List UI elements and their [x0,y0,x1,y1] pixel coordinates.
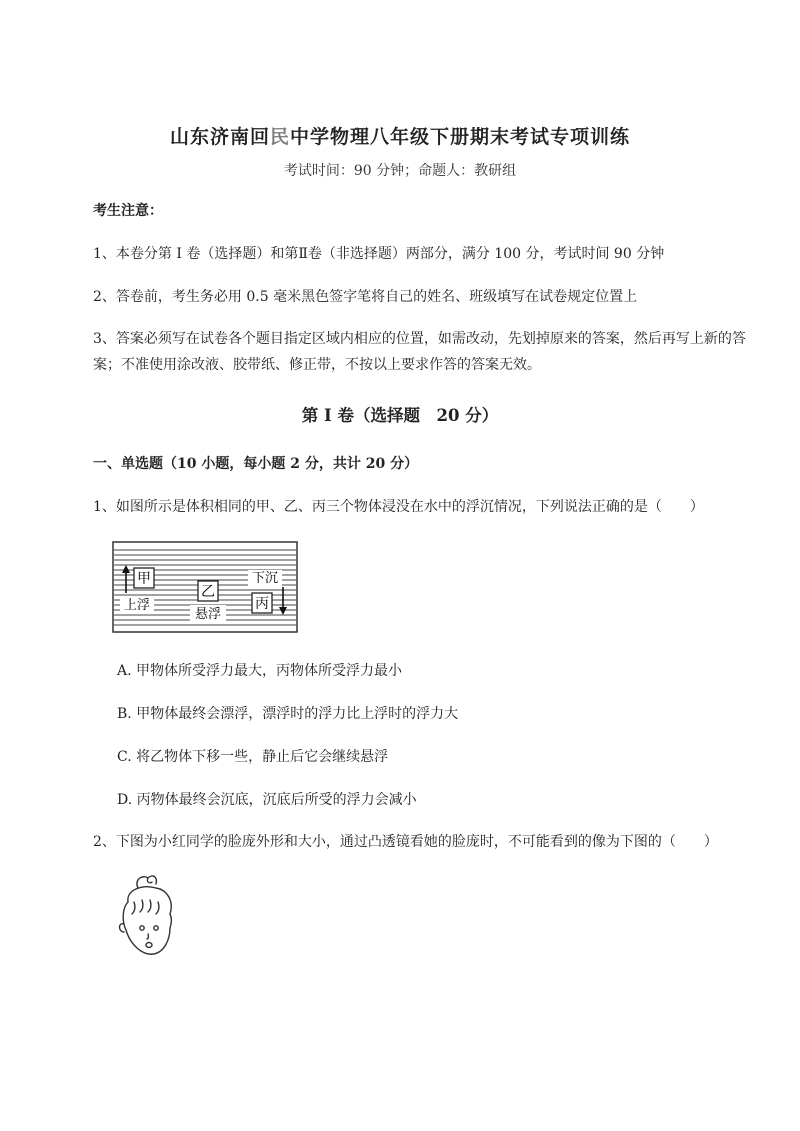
buoyancy-figure [112,541,298,633]
label-up: 上浮 [123,598,151,613]
notice-heading: 考生注意： [93,203,163,219]
question-2-stem: 2、下图为小红同学的脸庞外形和大小，通过凸透镜看她的脸庞时，不可能看到的像为下图的（ ） [93,834,718,850]
question-1-option-c[interactable]: C. 将乙物体下移一些，静止后它会继续悬浮 [117,749,389,765]
notice-item-1: 1、本卷分第 I 卷（选择题）和第Ⅱ卷（非选择题）两部分，满分 100 分，考试时间 90 分钟 [93,246,665,262]
label-bing: 丙 [255,596,269,612]
girl-face-figure [112,872,180,962]
ear-icon [120,924,125,932]
question-1-option-b[interactable]: B. 甲物体最终会漂浮，漂浮时的浮力比上浮时的浮力大 [117,706,459,722]
part-heading: 一、单选题（10 小题，每小题 2 分，共计 20 分） [93,456,419,472]
label-yi: 乙 [201,584,215,600]
title-highlight-char: 民 [269,126,290,148]
mouth-icon [146,943,152,948]
question-1-option-d[interactable]: D. 丙物体最终会沉底，沉底后所受的浮力会减小 [117,792,417,808]
notice-item-2: 2、答卷前，考生务必用 0.5 毫米黑色签字笔将自己的姓名、班级填写在试卷规定位置上 [93,289,638,305]
section-title: 第 I 卷（选择题 20 分） [301,406,499,425]
label-suspend: 悬浮 [194,607,222,622]
page-title: 山东济南回民中学物理八年级下册期末考试专项训练 [169,126,631,148]
exam-subtitle: 考试时间：90 分钟；命题人：教研组 [283,163,517,179]
label-jia: 甲 [137,571,151,587]
question-1-stem: 1、如图所示是体积相同的甲、乙、丙三个物体浸没在水中的浮沉情况，下列说法正确的是（ ） [93,499,704,515]
question-1-option-a[interactable]: A. 甲物体所受浮力最大，丙物体所受浮力最小 [117,663,403,679]
notice-item-3: 3、答案必须写在试卷各个题目指定区域内相应的位置，如需改动，先划掉原来的答案，然后再写上新的答案；不准使用涂改液、胶带纸、修正带，不按以上要求作答的答案无效。 [93,331,746,373]
label-down: 下沉 [251,571,279,586]
face-outline-icon [123,902,171,954]
